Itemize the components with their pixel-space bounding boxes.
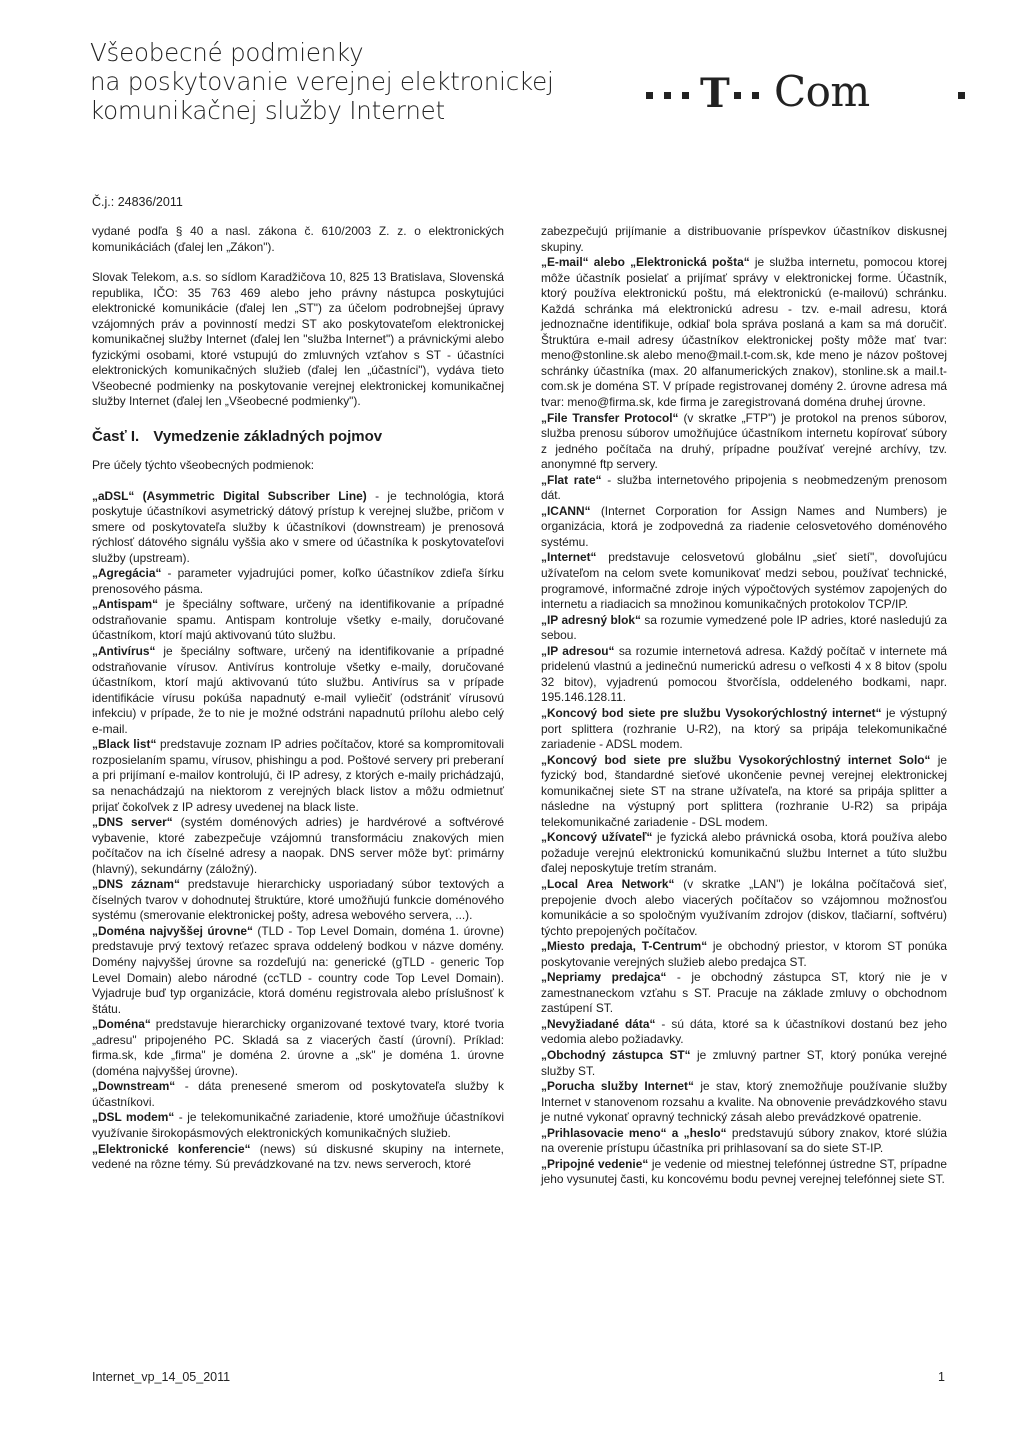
definition-item [541, 550, 947, 612]
definition-text: (v skratke „FTP") je protokol na prenos súborov, služba prenosu súborov umožňujúce účastníkom internetu kopírovať súbory z jedného počítača na druhý, prípadne používať verejné archívy, tzv. anonymné ftp servery. [541, 410, 947, 472]
definition-item [92, 597, 504, 644]
logo-dot [682, 92, 689, 99]
definition-item [92, 877, 504, 924]
logo-dot [664, 92, 671, 99]
definition-term: „IP adresný blok“ [541, 612, 641, 627]
definition-item [92, 1110, 504, 1141]
definition-text: je výstupný port splittera (rozhranie U-R2), na ktorý sa pripája telekomunikačné zariadenie - ADSL modem. [541, 705, 947, 752]
definition-text: (systém doménových adries) je hardvérové a softvérové vybavenie, ktoré zabezpečuje vzájomnú transformáciu znakových mien počítačov na ich číselné adresy a naopak. DNS server môže byť: primárny (hlavný), sekundárny (záložný). [92, 815, 504, 876]
section-heading [92, 428, 504, 446]
definition-text: predstavuje zoznam IP adries počítačov, ktoré sa kompromitovali rozposielaním spamu, vírusov, phishingu a pod. Poštové servery pri preberaní a pri prijímaní e-mailov kontrolujú, či IP adresy, z ktorých e-maily prichádzajú, sa nenachádzajú na niektorom z verejných black listov a môžu odmietnuť prijať čokoľvek z IP adresy uvedenej na black liste. [92, 737, 504, 814]
definition-text: je špeciálny software, určený na identifikovanie a prípadné odstraňovanie spamu. Antispam kontroluje všetky e-maily, doručované účastníkom, ktorí majú aktivovanú túto službu. [92, 597, 504, 643]
definition-term: „Black list“ [92, 737, 157, 752]
definition-term: „File Transfer Protocol“ [541, 410, 679, 425]
definition-term: „Nevyžiadané dáta“ [541, 1016, 656, 1031]
definition-item [92, 644, 504, 737]
definition-text: predstavuje hierarchicky organizované textové tvary, ktoré tvoria „adresu" pripojeného PC. Skladá sa z viacerých častí (úrovní). Príklad: firma.sk, kde „firma" je doména 2. úrovne a „sk" je doména 1. úrovne (doména najvyššej úrovne). [92, 1017, 504, 1078]
left-column [92, 224, 504, 1173]
definition-text: - je technológia, ktorá poskytuje účastníkovi asymetrický dátový prístup k verejnej službe, pričom v smere od poskytovateľa služby k účastníkovi (downstream) je prenosová rýchlosť dátového signálu vyššia ako v smere od účastníka k poskytovateľovi služby (upstream). [92, 488, 504, 565]
definition-term: „aDSL“ (Asymmetric Digital Subscriber Line) [92, 488, 367, 503]
definition-item [541, 1079, 947, 1126]
definition-term: „Downstream“ [92, 1079, 176, 1094]
definition-item [541, 411, 947, 473]
title-line-2: na poskytovanie verejnej elektronickej [90, 67, 554, 96]
definition-text: sa rozumie vymedzené pole IP adries, ktoré nasledujú za sebou. [541, 612, 947, 643]
definition-item [541, 644, 947, 706]
definition-term: „Prihlasovacie meno“ a „heslo“ [541, 1125, 727, 1140]
definition-text: (Internet Corporation for Assign Names and Numbers) je organizácia, ktorá je zodpovedná za riadenie celosvetového doménového systému. [541, 503, 947, 549]
definition-item [92, 815, 504, 877]
definition-term: „Porucha služby Internet“ [541, 1079, 694, 1094]
definition-item [541, 473, 947, 504]
definition-item [541, 255, 947, 410]
definition-term: „DNS záznam“ [92, 877, 180, 892]
definition-term: „Obchodný zástupca ST“ [541, 1047, 691, 1062]
definition-item [541, 1126, 947, 1157]
reference-number: Č.j.: 24836/2011 [92, 195, 183, 209]
definition-item [541, 1048, 947, 1079]
definition-item [541, 706, 947, 753]
footer-document-code: Internet_vp_14_05_2011 [92, 1370, 231, 1384]
definition-text: je špeciálny software, určený na identifikovanie a prípadné odstraňovanie vírusov. Antivírus kontroluje všetky e-maily, doručované účastníkom, ktorí majú aktivovanú túto službu. Antivírus sa v prípade identifikácie vírusu pokúša napadnutý e-mail vyliečiť (odstrániť vírusovú infekciu) v prípade, že to nie je možné odstráni napadnutú prílohu alebo celý e-mail. [92, 644, 504, 736]
section-number: Časť I. [92, 428, 140, 446]
definition-term: „Nepriamy predajca“ [541, 970, 667, 985]
definition-item [541, 1157, 947, 1188]
definition-text: - dáta prenesené smerom od poskytovateľa služby k účastníkovi. [92, 1079, 504, 1109]
definition-term: „Koncový užívateľ“ [541, 830, 653, 845]
definition-item [541, 613, 947, 644]
definition-item [92, 1079, 504, 1110]
definition-item [541, 970, 947, 1017]
definition-term: „DSL modem“ [92, 1110, 175, 1125]
definition-list [541, 255, 947, 1188]
definition-term: „Koncový bod siete pre službu Vysokorýchlostný internet“ [541, 705, 882, 720]
definition-item [92, 737, 504, 815]
document-title [90, 38, 610, 125]
definition-text: je obchodný priestor, v ktorom ST ponúka poskytovanie verejných služieb alebo predajca ST. [541, 939, 947, 969]
intro-paragraph-1: vydané podľa § 40 a nasl. zákona č. 610/2003 Z. z. o elektronických komunikáciách (ďalej len „Zákon"). [92, 224, 504, 254]
logo-dot [646, 92, 653, 99]
definition-text: predstavuje celosvetovú globálnu „sieť sietí", dovoľujúcu užívateľom na celom svete komunikovať medzi sebou, používať technické, programové, informačné zdroje iných výpočtových systémov zapojených do internetu a riadiacich sa množinou komunikačných protokolov TCP/IP. [541, 550, 947, 612]
definition-text: je fyzická alebo právnická osoba, ktorá používa alebo požaduje verejnú elektronickú komunikačnú službu Internet a túto službu ďalej neposkytuje tretím stranám. [541, 830, 947, 876]
definition-text: - je telekomunikačné zariadenie, ktoré umožňuje účastníkovi využívanie širokopásmových elektronických komunikačných služieb. [92, 1110, 504, 1140]
right-column [541, 224, 947, 1188]
continuation-text: zabezpečujú prijímanie a distribuovanie príspevkov účastníkov diskusnej skupiny. [541, 224, 947, 254]
definition-text: sa rozumie internetová adresa. Každý počítač v internete má pridelenú vlastnú a jedinečnú numerickú adresu o veľkosti 4 x 8 bitov (spolu 32 bitov), vyjadrenú pomocou štvorčísla, oddeleného bodkami, napr. 195.146.128.11. [541, 643, 947, 705]
definition-list [92, 489, 504, 1173]
t-com-logo [640, 67, 970, 130]
logo-com-text: Com [774, 67, 870, 116]
definition-text: je vedenie od miestnej telefónnej ústredne ST, prípadne jeho vysunutej časti, ku koncovému bodu pevnej verejnej telefónnej siete ST. [541, 1156, 948, 1187]
definition-term: „ICANN“ [541, 503, 591, 518]
definition-term: „E-mail“ alebo „Elektronická pošta“ [541, 255, 750, 270]
section-title: Vymedzenie základných pojmov [153, 428, 383, 446]
definition-text: (v skratke „LAN") je lokálna počítačová sieť, prepojenie dvoch alebo viacerých počítačov so vzájomnou možnosťou komunikácie a so spoločným využívaním zdrojov (diskov, tlačiarní, softvéru) týchto prepojených počítačov. [541, 876, 947, 938]
logo-dot [752, 92, 759, 99]
definition-text: je stav, ktorý znemožňuje používanie služby Internet v stanovenom rozsahu a kvalite. Na obnovenie prevádzkového stavu je nutné vykonať opravný technický zásah alebo prevádzkové opatrenie. [541, 1079, 947, 1125]
definition-item [541, 504, 947, 551]
title-line-1: Všeobecné podmienky [90, 38, 364, 67]
definition-term: „Pripojné vedenie“ [541, 1156, 649, 1171]
definition-term: „Doména najvyššej úrovne“ [92, 923, 253, 938]
definition-term: „Internet“ [541, 550, 597, 565]
definition-term: „Doména“ [92, 1017, 151, 1032]
definition-item [541, 1017, 947, 1048]
definition-term: „Koncový bod siete pre službu Vysokorýchlostný internet Solo“ [541, 752, 931, 767]
definition-term: „IP adresou“ [541, 643, 615, 658]
definition-text: - parameter vyjadrujúci pomer, koľko účastníkov zdieľa šírku prenosového pásma. [92, 566, 504, 596]
intro-paragraph-2: Slovak Telekom, a.s. so sídlom Karadžičova 10, 825 13 Bratislava, Slovenská republika, IČO: 35 763 469 alebo jeho právny nástupca poskytujúci elektronické komunikácie (ďalej len „ST") za účelom podrobnejšej úpravy vzájomných práv a povinností medzi ST ako poskytovateľom elektronickej komunikačnej služby Internet (ďalej len "služba Internet") a právnickými alebo fyzickými osobami, ktoré vstupujú do zmluvných vzťahov s ST - účastníci elektronických komunikačných služieb (ďalej len „účastníci"), vydáva tieto Všeobecné podmienky na poskytovanie verejnej elektronickej komunikačnej služby Internet (ďalej len „Všeobecné podmienky"). [92, 270, 504, 409]
logo-dot [734, 92, 741, 99]
definition-item [92, 566, 504, 597]
definition-term: „DNS server“ [92, 815, 173, 830]
definition-term: „Flat rate“ [541, 472, 602, 487]
definition-text: - je obchodný zástupca ST, ktorý nie je v zamestnaneckom vzťahu s ST. Pracuje na základe zmluvy o obchodnom zastúpení ST. [541, 970, 948, 1016]
definition-text: - sú dáta, ktoré sa k účastníkovi dostanú bez jeho vedomia alebo požiadavky. [541, 1016, 947, 1047]
definition-text: (TLD - Top Level Domain, doména 1. úrovne) predstavuje prvý textový reťazec sprava oddelený bodkou v názve domény. Domény najvyššej úrovne sa rozdeľujú na: generické (gTLD - generic Top Level Domain) alebo národné (ccTLD - country code Top Level Domain). Vyjadruje buď typ organizácie, ktorá doménu registrovala alebo príslušnosť k štátu. [92, 923, 504, 1016]
page-number: 1 [938, 1370, 945, 1384]
section-intro: Pre účely týchto všeobecných podmienok: [92, 458, 315, 473]
definition-text: - služba internetového pripojenia s neobmedzeným prenosom dát. [541, 472, 947, 503]
definition-term: „Antivírus“ [92, 644, 156, 659]
definition-text: predstavujú súbory znakov, ktoré slúžia na overenie prístupu účastníka pri prihlasovaní sa do siete ST-IP. [541, 1125, 947, 1156]
definition-term: „Agregácia“ [92, 566, 162, 581]
logo-t-glyph: T [700, 70, 730, 117]
definition-text: predstavuje hierarchicky usporiadaný súbor textových a číselných tvarov v dohodnutej štruktúre, ktoré umožňujú funkcie doménového systému (smerovanie elektronickej pošty, adresa webového servera, ...). [92, 877, 504, 923]
definition-item [92, 489, 504, 567]
definition-item [92, 1017, 504, 1079]
definition-text: (news) sú diskusné skupiny na internete, vedené na rôzne témy. Sú prevádzkované na tzv. news serveroch, ktoré [92, 1141, 504, 1172]
definition-item [541, 830, 947, 877]
definition-item [92, 924, 504, 1017]
definition-term: „Miesto predaja, T-Centrum“ [541, 939, 708, 954]
definition-term: „Local Area Network“ [541, 876, 675, 891]
logo-dot [958, 92, 965, 99]
definition-item [541, 939, 947, 970]
definition-item [92, 1142, 504, 1173]
definition-text: je zmluvný partner ST, ktorý ponúka verejné služby ST. [541, 1047, 947, 1078]
definition-term: „Elektronické konferencie“ [92, 1141, 251, 1156]
definition-text: je služba internetu, pomocou ktorej môže účastník posielať a prijímať správy v elektronickej forme. Účastník, ktorý používa elektronickú poštu, má elektronickú (e-mailovú) schránku. Každá schránka má elektronickú adresu - tzv. e-mail adresu, ktorá jednoznačne identifikuje, odkiaľ bola správa poslaná a kam sa má doručiť. Štruktúra e-mail adresy účastníkov elektronickej pošty môže mať tvar: meno@stonline.sk alebo meno@mail.t-com.sk, kde meno je názov poštovej schránky účastníka (max. 20 alfanumerických znakov), stonline.sk a mail.t-com.sk je doména ST. V prípade registrovanej domény 2. úrovne adresa má tvar: meno@firma.sk, kde firma je zaregistrovaná doména druhej úrovne. [541, 255, 947, 410]
definition-text: je fyzický bod, štandardné sieťové ukončenie pevnej verejnej elektronickej komunikačnej siete ST na strane užívateľa, na ktoré sa pripája splitter a následne na výstupný port splittera (rozhranie U-R2) sa pripája telekomunikačné zariadenie - DSL modem. [541, 752, 947, 829]
definition-term: „Antispam“ [92, 597, 159, 612]
definition-item [541, 877, 947, 939]
definition-item [541, 753, 947, 831]
title-line-3: komunikačnej služby Internet [90, 96, 445, 125]
